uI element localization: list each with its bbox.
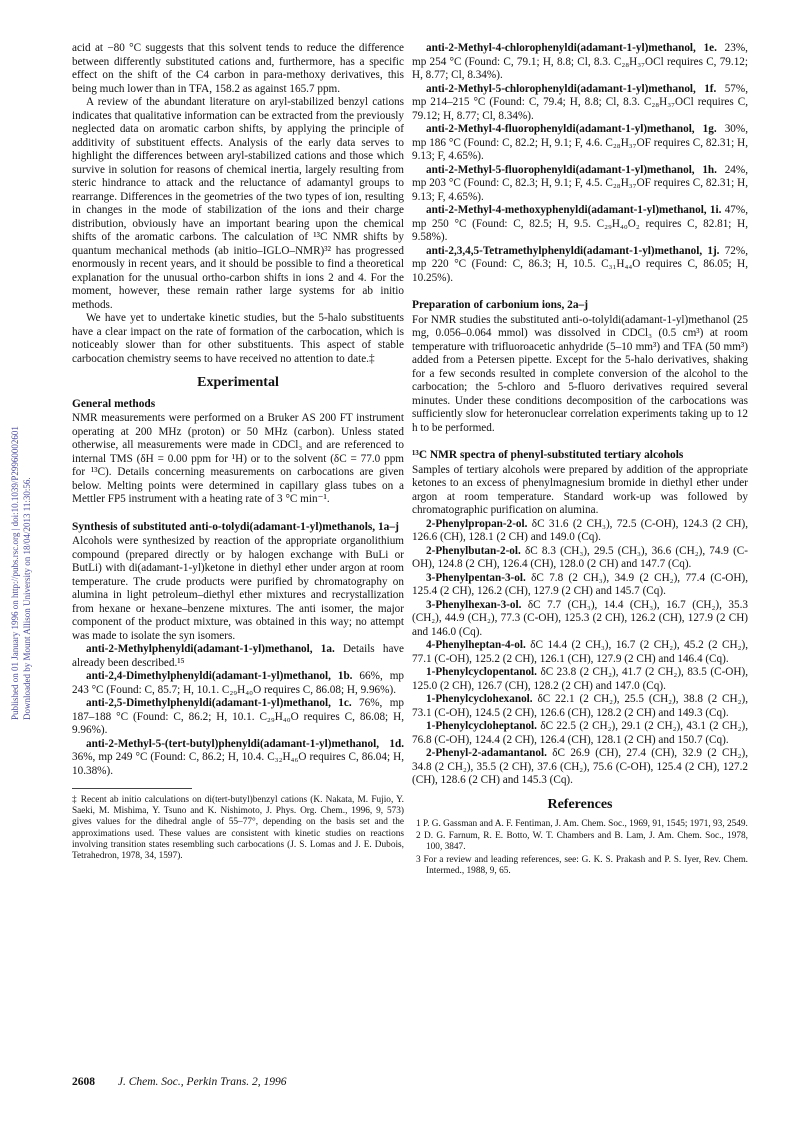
alcohol-entry xyxy=(412,599,748,640)
alcohol-shifts: δC 31.6 (2 CH₃), 72.5 (C-OH), 124.3 (2 CH), 126.6 (CH), 128.1 (2 CH) and 149.0 (Cq). xyxy=(412,517,748,543)
compound-1a-name: anti-2-Methylphenyldi(adamant-1-yl)methanol, 1a. xyxy=(86,643,335,655)
alcohol-name: 4-Phenylheptan-4-ol. xyxy=(426,639,526,651)
paragraph-review: A review of the abundant literature on aryl-stabilized benzyl cations indicates that qualitative information can be extracted from the previously neglected data on aromatic carbon shifts, by applying the principle of additivity of substituent effects. Analysis of the early data serves to highlight the differences between aryl-stabilized cations and those which survive in solution for reasons of chemical inertia, largely resulting from steric hindrance to attack and the reluctance of adamantyl groups to rearrange. Differences in the geometries of the two types of ion, resulting in changes in the mode of stabilization of the ions and their charge distribution, obviously have an important bearing upon the chemical shifts of the aromatic carbons. The calculation of ¹³C NMR shifts by quantum mechanical methods (ab initio–IGLO–NMR)³² has progressed enormously in recent years, and it should be possible to find a theoretical explanation for the unusual ortho-carbon shifts in ions 2 and 4. For the moment, however, these remain rather large systems for ab initio methods. xyxy=(72,96,404,311)
alcohol-entry xyxy=(412,518,748,545)
compound-1j-text: 72%, mp 220 °C (Found: C, 86.3; H, 10.5. C₃₁H₄₄O requires C, 86.05; H, 10.25%). xyxy=(412,244,748,284)
alcohol-shifts: δC 14.4 (2 CH₃), 16.7 (2 CH₂), 45.2 (2 CH₂), 77.1 (C-OH), 125.2 (2 CH), 126.1 (CH), 127.9 (2 CH) and 146.4 (Cq). xyxy=(412,639,748,665)
heading-general-methods: General methods xyxy=(72,397,156,410)
alcohol-shifts: δC 8.3 (CH₃), 29.5 (CH₃), 36.6 (CH₂), 74.9 (C-OH), 124.8 (2 CH), 126.4 (CH), 128.0 (2 CH) and 147.7 (Cq). xyxy=(412,544,748,570)
alcohol-name: 1-Phenylcycloheptanol. xyxy=(426,720,537,732)
compound-1b-text: 66%, mp 243 °C (Found: C, 85.7; H, 10.1. C₂₉H₄₀O requires C, 86.08; H, 9.96%). xyxy=(72,670,404,696)
compound-1b-name: anti-2,4-Dimethylphenyldi(adamant-1-yl)methanol, 1b. xyxy=(86,670,353,682)
alcohol-entry xyxy=(412,639,748,666)
download-watermark xyxy=(4,300,34,720)
compound-1i-text: 47%, mp 250 °C (Found: C, 82.5; H, 9.5. C₂₉H₄₀O₂ requires C, 82.81; H, 9.58%). xyxy=(412,204,748,243)
section-title-experimental: Experimental xyxy=(197,375,279,390)
compound-1i xyxy=(412,204,748,245)
alcohol-entry xyxy=(412,666,748,693)
paragraph-kinetics: We have yet to undertake kinetic studies, but the 5-halo substituents have a clear impact on the rate of formation of the carbocation, which is noticeably slower than for other substituents. This aspect of stable carbocation chemistry seems to have received no attention to date.‡ xyxy=(72,312,404,365)
alcohol-shifts: δC 7.8 (2 CH₃), 34.9 (2 CH₂), 77.4 (C-OH), 125.4 (2 CH), 126.2 (CH), 127.9 (2 CH) and 145.7 (Cq). xyxy=(412,571,748,597)
journal-citation: J. Chem. Soc., Perkin Trans. 2, 1996 xyxy=(117,1076,287,1088)
compound-1h xyxy=(412,164,748,205)
section-title-references: References xyxy=(547,796,613,812)
alcohol-name: 1-Phenylcyclopentanol. xyxy=(426,666,537,678)
alcohol-entry xyxy=(412,747,748,788)
compound-1f-name: anti-2-Methyl-5-chlorophenyldi(adamant-1-yl)methanol, 1f. xyxy=(426,82,717,95)
left-column xyxy=(72,42,404,862)
paragraph-general-methods: NMR measurements were performed on a Bruker AS 200 FT instrument operating at 200 MHz (proton) or 50 MHz (carbon). Unless stated otherwise, all measurements were made in CDCl₃ and are referenced to internal TMS (δH = 0.00 ppm for ¹H) or to the solvent (δC = 77.0 ppm for ¹³C). Details concerning measurements on carbocations are given below. Melting points were determined in capillary glass tubes on a Mettler FP5 instrument with a heating rate of 3 °C min⁻¹. xyxy=(72,412,404,505)
compound-1d xyxy=(72,738,404,779)
alcohol-shifts: δC 23.8 (2 CH₂), 41.7 (2 CH₂), 83.5 (C-OH), 125.0 (2 CH), 126.7 (CH), 128.2 (2 CH) and 147.0 (Cq). xyxy=(412,666,748,692)
paragraph-synthesis: Alcohols were synthesized by reaction of the appropriate organolithium compound (prepared directly or by halogen exchange with BuLi or ButLi) with di(adamant-1-yl)ketone in diethyl ether under argon at room temperature. The crude products were purified by chromatography on alumina in light petroleum–diethyl ether mixtures and recrystallization from hexane or hexane–benzene mixtures. The anti isomer, the major component of the product mixture, was obtained in this way; no attempt was made to isolate the syn isomers. xyxy=(72,535,404,642)
alcohol-entry xyxy=(412,545,748,572)
alcohol-shifts: δC 7.7 (CH₃), 14.4 (CH₃), 16.7 (CH₂), 35.3 (CH₂), 44.9 (CH₂), 77.3 (C-OH), 125.3 (2 CH), 126.2 (CH), 127.9 (2 CH) and 146.0 (Cq). xyxy=(412,598,748,638)
compound-1h-name: anti-2-Methyl-5-fluorophenyldi(adamant-1-yl)methanol, 1h. xyxy=(426,163,717,176)
compound-1e xyxy=(412,42,748,83)
alcohol-entry xyxy=(412,693,748,720)
watermark-line-downloaded: Downloaded by Mount Allison University on 18/04/2013 11:30:56. xyxy=(22,477,32,720)
compound-1a-text: Details have already been described.¹⁵ xyxy=(72,643,404,669)
compound-1g-name: anti-2-Methyl-4-fluorophenyldi(adamant-1-yl)methanol, 1g. xyxy=(426,123,717,135)
alcohol-name: 2-Phenylbutan-2-ol. xyxy=(426,544,521,557)
compound-1g-text: 30%, mp 186 °C (Found: C, 82.2; H, 9.1; F, 4.6. C₂₈H₃₇OF requires C, 82.31; H, 9.13; F, 4.65%). xyxy=(412,123,748,162)
alcohol-name: 3-Phenylpentan-3-ol. xyxy=(426,571,526,584)
compound-1c xyxy=(72,697,404,738)
paragraph-preparation: For NMR studies the substituted anti-o-tolyldi(adamant-1-yl)methanol (25 mg, 0.056–0.064 mmol) was dissolved in CDCl₃ (0.5 cm³) at room temperature with trifluoroacetic anhydride (5–10 mm³) and TFA (50 mm³) added from a Petersen pipette. Except for the 5-halo derivatives, shaking for a few seconds resulted in complete conversion of the alcohol to the carbocation; the 5-chloro and 5-fluoro derivatives required several minutes. Under these conditions decomposition of the carbocations was sufficiently slow for heteronuclear correlation experiments taking up to 12 h to be performed. xyxy=(412,313,748,434)
compound-1j xyxy=(412,245,748,286)
compound-1a xyxy=(72,643,404,670)
alcohol-entry xyxy=(412,572,748,599)
paragraph-solvent: acid at −80 °C suggests that this solvent tends to reduce the difference between differently substituted cations and, furthermore, has a specific effect on the shift of the C4 carbon in para-methoxy derivatives, this being much lower than in TFA, 158.2 as against 165.7 ppm. xyxy=(72,42,404,95)
page-number: 2608 xyxy=(72,1076,95,1088)
compound-1j-name: anti-2,3,4,5-Tetramethylphenyldi(adamant-1-yl)methanol, 1j. xyxy=(426,244,720,257)
compound-1d-name: anti-2-Methyl-5-(tert-butyl)phenyldi(adamant-1-yl)methanol, 1d. xyxy=(86,737,404,750)
alcohol-name: 2-Phenylpropan-2-ol. xyxy=(426,517,528,530)
alcohol-entry xyxy=(412,720,748,747)
alcohol-name: 3-Phenylhexan-3-ol. xyxy=(426,598,522,611)
reference-item: 2 D. G. Farnum, R. E. Botto, W. T. Chambers and B. Lam, J. Am. Chem. Soc., 1978, 100, 3847. xyxy=(416,831,748,853)
compound-1h-text: 24%, mp 203 °C (Found: C, 82.3; H, 9.1; F, 4.5. C₂₈H₃₇OF requires C, 82.31; H, 9.13; F, 4.65%). xyxy=(412,163,748,203)
alcohol-name: 1-Phenylcyclohexanol. xyxy=(426,693,533,705)
compound-1d-text: 36%, mp 249 °C (Found: C, 86.2; H, 10.4. C₃₂H₄₆O requires C, 86.04; H, 10.38%). xyxy=(72,751,404,777)
right-column xyxy=(412,42,748,878)
page-footer xyxy=(72,1076,287,1088)
compound-1b xyxy=(72,670,404,697)
heading-synthesis: Synthesis of substituted anti-o-tolydi(adamant-1-yl)methanols, 1a–j xyxy=(72,520,399,533)
heading-nmr-spectra: ¹³C NMR spectra of phenyl-substituted tertiary alcohols xyxy=(412,449,684,461)
compound-1c-name: anti-2,5-Dimethylphenyldi(adamant-1-yl)methanol, 1c. xyxy=(86,697,352,709)
compound-1e-name: anti-2-Methyl-4-chlorophenyldi(adamant-1-yl)methanol, 1e. xyxy=(426,42,717,54)
compound-1e-text: 23%, mp 254 °C (Found: C, 79.1; H, 8.8; Cl, 8.3. C₂₈H₃₇OCl requires C, 79.12; H, 8.77; Cl, 8.34%). xyxy=(412,42,748,81)
compound-1i-name: anti-2-Methyl-4-methoxyphenyldi(adamant-1-yl)methanol, 1i. xyxy=(426,204,722,216)
heading-preparation: Preparation of carbonium ions, 2a–j xyxy=(412,299,589,311)
alcohol-shifts: δC 22.1 (2 CH₂), 25.5 (CH₂), 38.8 (2 CH₂), 73.1 (C-OH), 124.5 (2 CH), 126.6 (CH), 128.2 (2 CH) and 149.3 (Cq). xyxy=(412,693,748,719)
reference-item: 1 P. G. Gassman and A. F. Fentiman, J. Am. Chem. Soc., 1969, 91, 1545; 1971, 93, 2549. xyxy=(416,819,748,829)
reference-item: 3 For a review and leading references, see: G. K. S. Prakash and P. S. Iyer, Rev. Chem. Intermed., 1988, 9, 65. xyxy=(416,854,748,876)
watermark-line-published[interactable]: Published on 01 January 1996 on http://pubs.rsc.org | doi:10.1039/P29960002601 xyxy=(10,426,20,720)
compound-1g xyxy=(412,123,748,164)
alcohol-name: 2-Phenyl-2-adamantanol. xyxy=(426,747,547,759)
alcohol-shifts: δC 22.5 (2 CH₂), 29.1 (2 CH₂), 43.1 (2 CH₂), 76.8 (C-OH), 124.4 (2 CH), 126.4 (CH), 128.1 (2 CH) and 150.7 (Cq). xyxy=(412,720,748,746)
compound-1f xyxy=(412,83,748,124)
reference-list xyxy=(412,819,748,877)
footnote: ‡ Recent ab initio calculations on di(tert-butyl)benzyl cations (K. Nakata, M. Fujio, Y. Saeki, M. Mishima, Y. Tsuno and K. Nishimoto, J. Phys. Org. Chem., 1996, 9, 573) gives values for the dihedral angle of 55–77°, depending on the basis set and the approximations used. These values are consistent with kinetic studies on reactions involving transition states resembling such carbocations (J. S. Lomas and J. E. Dubois, Tetrahedron, 1978, 34, 1597). xyxy=(72,795,404,862)
compound-1c-text: 76%, mp 187–188 °C (Found: C, 86.2; H, 10.1. C₂₉H₄₀O requires C, 86.08; H, 9.96%). xyxy=(72,697,404,736)
paragraph-nmr-spectra: Samples of tertiary alcohols were prepared by addition of the appropriate ketones to an excess of phenylmagnesium bromide in diethyl ether under argon at room temperature. Standard work-up was followed by chromatographic purification on alumina. xyxy=(412,463,748,516)
alcohol-shifts: δC 26.9 (CH), 27.4 (CH), 32.9 (2 CH₂), 34.8 (2 CH₂), 35.5 (2 CH), 37.6 (CH₂), 75.6 (C-OH), 125.4 (2 CH), 127.2 (CH), 128.6 (2 CH) and 145.3 (Cq). xyxy=(412,747,748,786)
footnote-rule xyxy=(72,788,192,795)
compound-1f-text: 57%, mp 214–215 °C (Found: C, 79.4; H, 8.8; Cl, 8.3. C₂₈H₃₇OCl requires C, 79.12; H, 8.77; Cl, 8.34%). xyxy=(412,82,748,122)
